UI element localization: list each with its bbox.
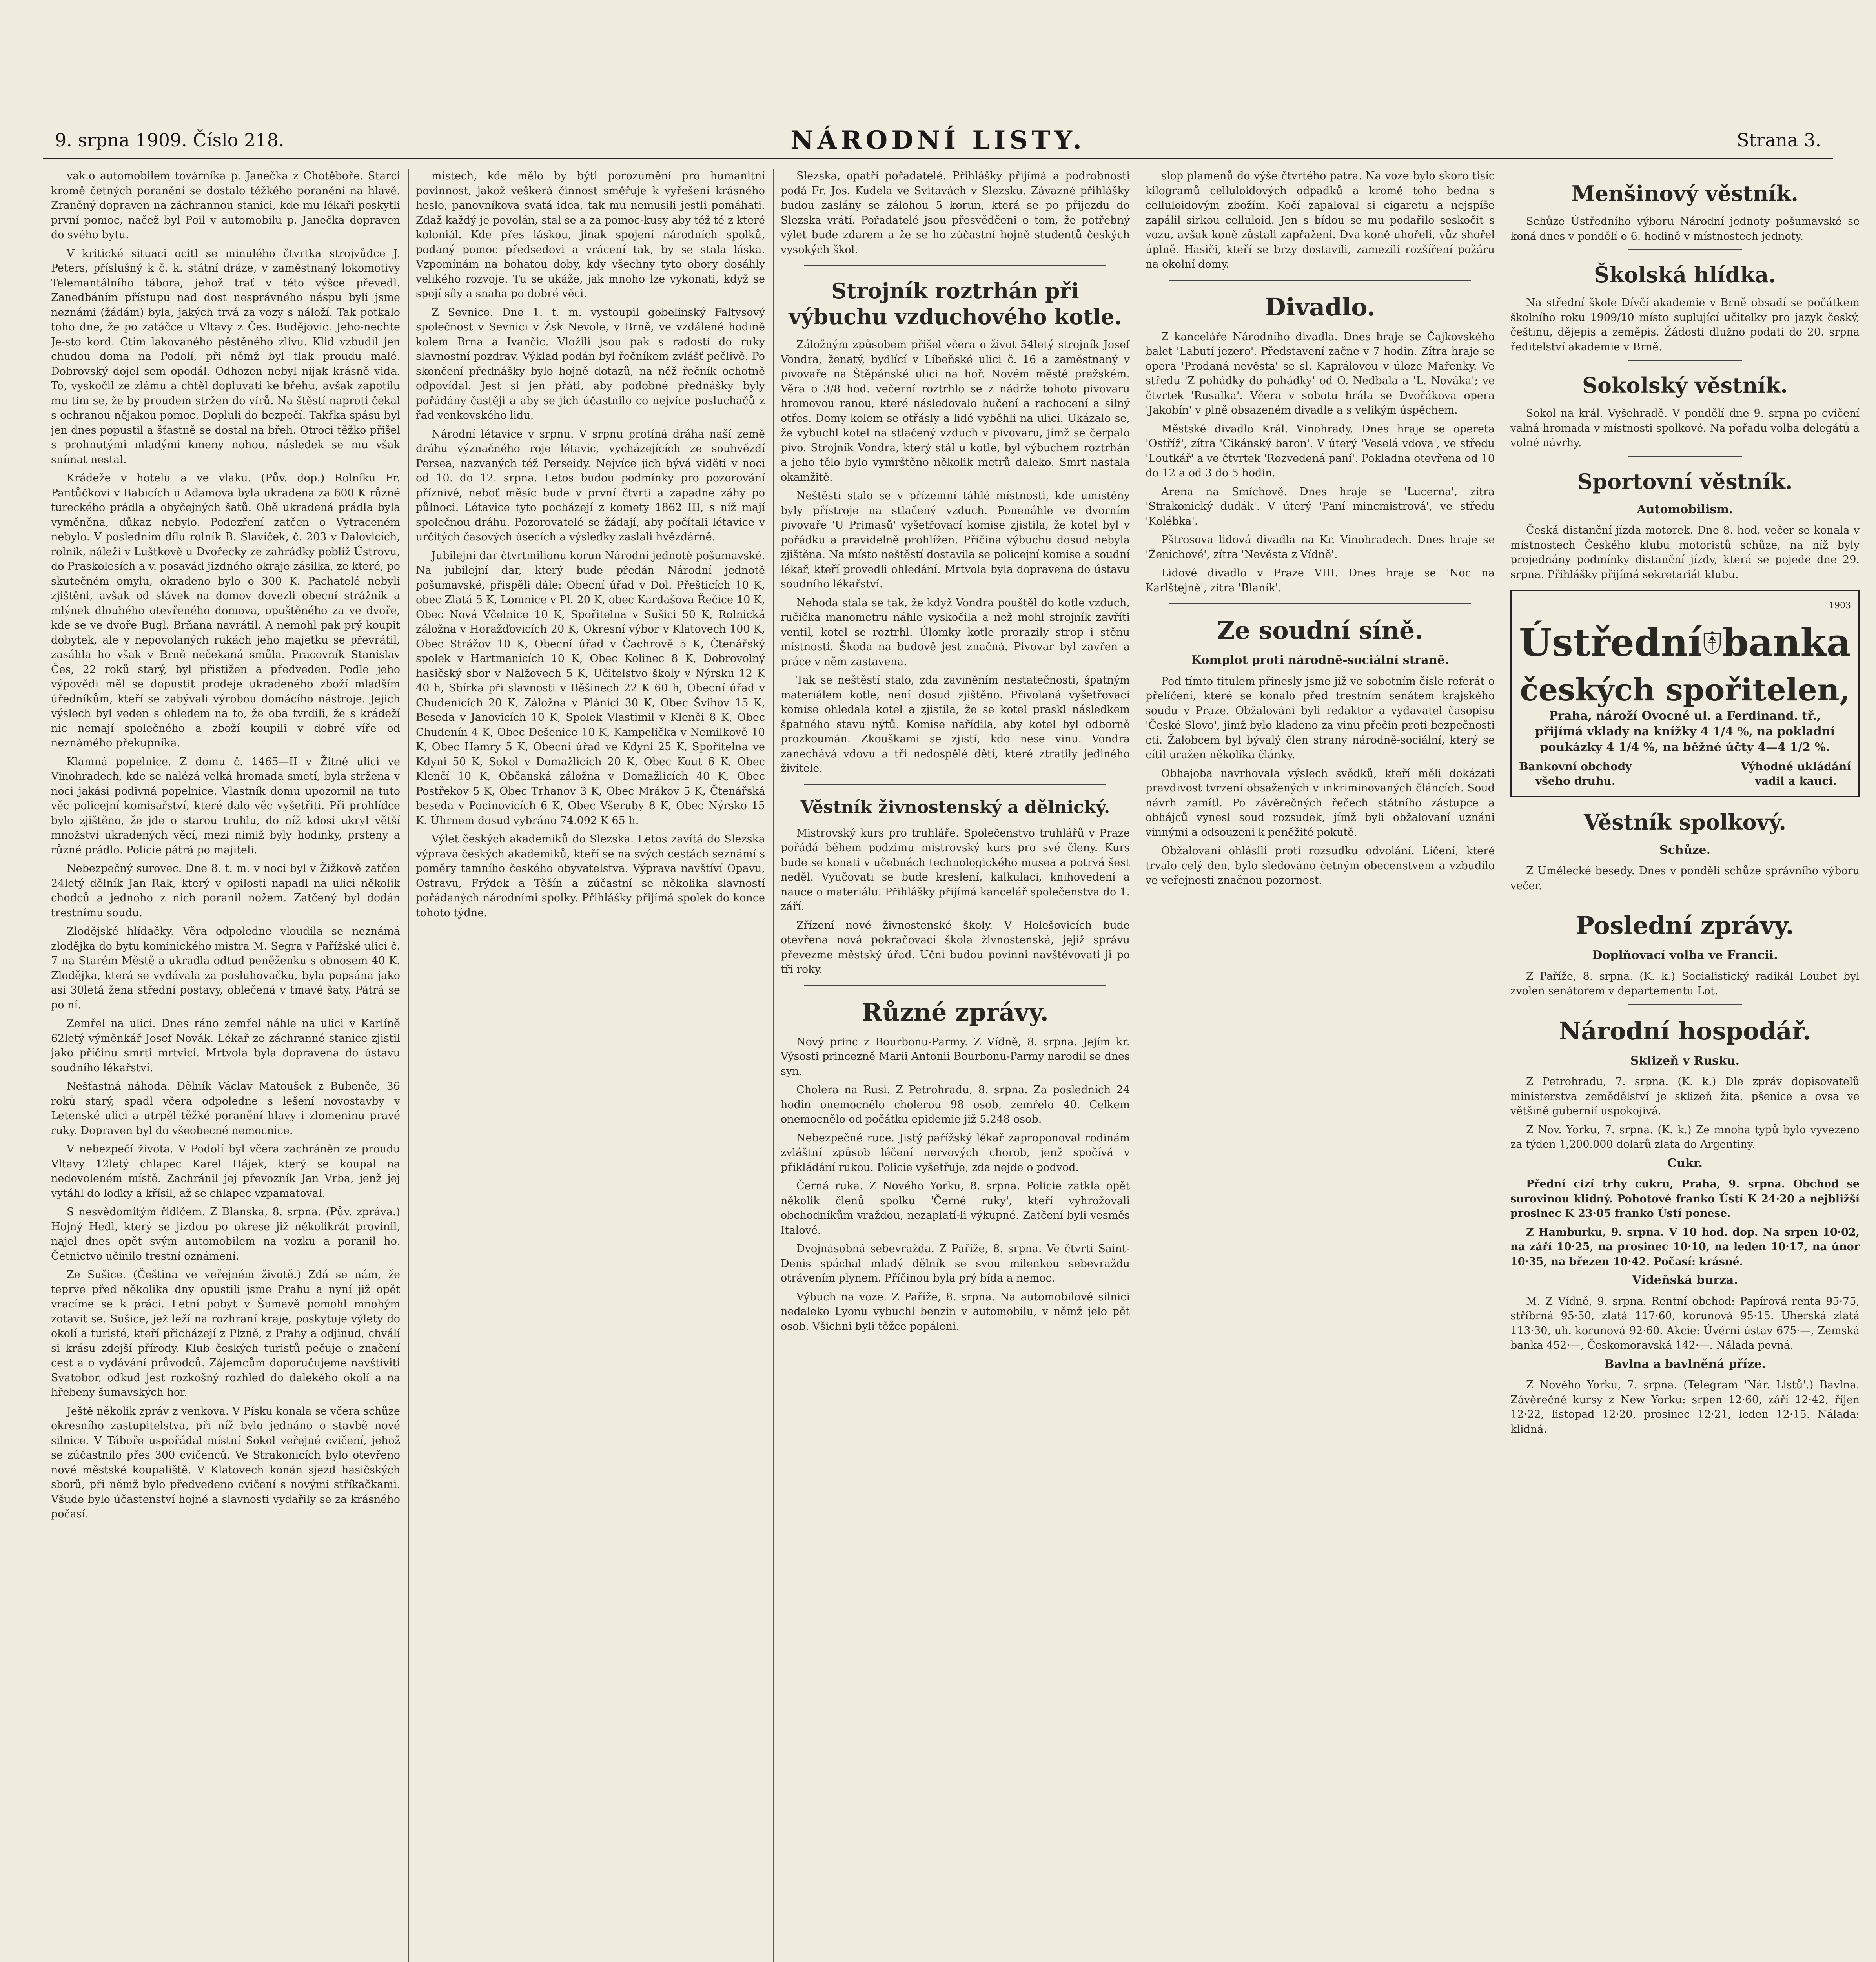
section-heading: Věstník spolkový. <box>1583 809 1787 835</box>
ad-service-label: vadil a kauci. <box>1755 775 1837 788</box>
article-paragraph: Z kanceláře Národního divadla. Dnes hraje se Čajkovského balet 'Labutí jezero'. Představení začne v 7 hodin. Zítra hraje se opera 'Prodaná nevěsta' se sl. Kaprálovou v úloze Mařenky. Ve středu 'Z pohádky do pohádky' od O. Nedbala a 'L. Nováka'; ve čtvrtek 'Rusalka'. Včera v sobotu hrála se Dvořákova opera 'Jakobín' v plně obsazeném divadle a s velikým úspěchem. <box>1146 330 1495 416</box>
section-separator <box>804 265 1106 266</box>
article-paragraph: Dvojnásobná sebevražda. Z Paříže, 8. srpna. Ve čtvrti Saint-Denis spáchal mladý dělník se svou milenkou sebevraždu otrávením plynem. Příčinou byla prý bída a nemoc. <box>781 1243 1130 1284</box>
bank-advertisement <box>1510 590 1860 797</box>
article-paragraph: Sokol na král. Vyšehradě. V pondělí dne 9. srpna po cvičení valná hromada v místnosti spolkové. Na pořadu volba delegátů a volné návrhy. <box>1510 407 1860 449</box>
article-paragraph: Nebezpečné ruce. Jistý pařížský lékař zaproponoval rodinám zvláštní způsob léčení nervových chorob, jenž spočívá v přikládání rukou. Policie vyšetřuje, zda nejde o podvod. <box>781 1132 1130 1174</box>
ad-title-part: českých spořitelen, <box>1520 672 1850 708</box>
section-separator <box>804 784 1106 785</box>
section-heading: Věstník živnostenský a dělnický. <box>800 797 1110 817</box>
masthead <box>43 126 1833 159</box>
ad-number: 1903 <box>1829 601 1851 611</box>
column-1 <box>51 169 400 1962</box>
article-paragraph: Neštěstí stalo se v přízemní táhlé místnosti, kde umístěny byly přístroje na stlačený vzduch. Ponenáhle ve dvorním pivovaře 'U Primasů' vyšetřovací komise zjistila, že kotel byl v pořádku a pravidelně prohlížen. Příčina výbuchu dosud nebyla zjištěna. Na místo neštěstí dostavila se policejní komise a soudní lékař, kteří provedli ohledání. Mrtvola byla dopravena do ústavu soudního lékařství. <box>781 490 1130 590</box>
article-paragraph: Zemřel na ulici. Dnes ráno zemřel náhle na ulici v Karlíně 62letý výměnkář Josef Novák. Lékař ze záchranné stanice zjistil jako příčinu smrti mrtvici. Mrtvola byla dopravena do ústavu soudního lékařství. <box>51 1017 400 1074</box>
ad-service-label: Bankovní obchody <box>1519 760 1632 773</box>
ad-address: Praha, nároží Ovocné ul. a Ferdinand. tř., <box>1549 709 1821 723</box>
article-subheading: Vídeňská burza. <box>1632 1273 1738 1287</box>
article-paragraph: Česká distanční jízda motorek. Dne 8. hod. večer se konala v místnostech Českého klubu motoristů schůze, na níž byly projednány podmínky distanční jízdy, která se pojede dne 29. srpna. Přihlášky přijímá sekretariát klubu. <box>1510 524 1860 581</box>
column-4 <box>1146 169 1495 1962</box>
article-paragraph: Pštrosova lidová divadla na Kr. Vinohradech. Dnes hraje se 'Ženichové', zítra 'Nevěsta z Vídně'. <box>1146 534 1495 561</box>
article-paragraph: Z Sevnice. Dne 1. t. m. vystoupil gobelinský Faltysový společnost v Sevnici v Žsk Nevole, v Brně, ve vzdálené hodině kolem Brna a Ivančic. Vložili jsou pak s radostí do ruky slavnostní pozdrav. Výklad podán byl řečníkem zvlášť pečlivě. Po skončení přednášky bylo hojně dotazů, na něž řečník ochotně odpovídal. Jest si jen přáti, aby podobné přednášky byly pořádány častěji a aby se jich účastnilo co nejvíce posluchačů z řad venkovského lidu. <box>416 306 765 421</box>
article-subheading: Automobilism. <box>1637 502 1733 516</box>
article-subheading: Schůze. <box>1659 843 1711 857</box>
column-divider <box>408 169 409 1962</box>
article-paragraph: Krádeže v hotelu a ve vlaku. (Pův. dop.) Rolníku Fr. Pantůčkovi v Babicích u Adamova byla ukradena za 600 K různé tureckého prádla a obyčejných šatů. Obě ukradená prádla byla vyměněna, důkaz nebylo. Podezření zatčen o Vytraceném nebylo. V posledním dílu rolník B. Slavíček, č. 203 v Dalovicích, rolník, náleží v Luštkově u Dvořecky ze zahrádky poblíž Ústrovu, do Praskolesích a v. posavád jizdného okraje zásilka, ze které, po skutečném omylu, okradeno bylo o 300 K. Pachatelé nebyli zjištěni, avšak od slávek na domov dovezli obecní strážník a mlýnek dlouhého otevřeného domova, opuštěného za ve dvoře, kde se ve dvoře Bugl. Brňana navrátil. A nemohl pak prý koupit dobytek, ale v nepovolaných rukách jeho majetku se převrátil, zasáhla ho však v Brně nečekaná smůla. Pracovník Stanislav Čes, 22 roků starý, byl přistižen a předveden. Podle jeho výpovědi měl se dopustit prodeje ukradeného zboží mladším úředníkům, kteří se zabývali výrobou domácího nástroje. Jejich výslech byl veden s ohledem na to, že oba tvrdili, že s krádeží nic nemají společného a zboží koupili v dobré víře od neznámého překupníka. <box>51 472 400 749</box>
section-separator <box>804 985 1106 986</box>
article-paragraph: vak.o automobilem továrníka p. Janečka z Chotěboře. Starci kromě četných poranění se dostalo těžkého poranění na hlavě. Zraněný dopraven na záchrannou stanici, kde mu lékaři poskytli první pomoc, načež byl Poil v automobilu p. Janečka dopraven do svého bytu. <box>51 170 400 241</box>
article-paragraph: Z Paříže, 8. srpna. (K. k.) Socialistický radikál Loubet byl zvolen senátorem v departementu Lot. <box>1510 970 1860 997</box>
article-paragraph: Cholera na Rusi. Z Petrohradu, 8. srpna. Za posledních 24 hodin onemocnělo cholerou 98 osob, zemřelo 40. Celkem onemocnělo od počátku epidemie již 5.248 osob. <box>781 1084 1130 1125</box>
article-paragraph: Ze Sušice. (Čeština ve veřejném životě.) Zdá se nám, že teprve před několika dny opustili jsme Prahu a nyní již opět vracíme se k práci. Letní pobyt v Šumavě pomohl mnohým zotavit se. Sušice, jež leží na rozhraní kraje, poskytuje výlety do okolí a turisté, kteří přicházejí z Plzně, z Prahy a odjinud, chválí si krásu zdejší přírody. Klub českých turistů pečuje o značení cest a o vydávání průvodců. Zájemcům doporučujeme navštíviti Svatobor, odkud jest rozkošný rozhled do dalekého okolí a na hřebeny šumavských hor. <box>51 1269 400 1399</box>
ad-service-label: všeho druhu. <box>1535 775 1616 788</box>
article-subheading: Komplot proti národně-sociální straně. <box>1191 653 1449 667</box>
section-heading: Národní hospodář. <box>1559 1016 1811 1045</box>
article-paragraph: slop plamenů do výše čtvrtého patra. Na voze bylo skoro tisíc kilogramů celluloidových odpadků a kromě toho bedna s celluloidovým zbožím. Kočí zapaloval si cigaretu a nejspíše zapálil sirkou celluloid. Jen s bídou se mu podařilo seskočit s vozu, avšak koně zůstali zapřaženi. Dva koně uhořeli, vůz shořel úplně. Hasiči, kteří se brzy dostavili, zamezili rozšíření požáru na okolní domy. <box>1146 170 1495 270</box>
section-heading: Sportovní věstník. <box>1577 469 1793 494</box>
column-5 <box>1510 169 1860 1962</box>
section-heading: Poslední zprávy. <box>1576 911 1794 940</box>
article-paragraph: Výlet českých akademiků do Slezska. Letos zavítá do Slezska výprava českých akademiků, kteří se na svých cestách seznámí s poměry tamního českého obyvatelstva. Výprava navštíví Opavu, Ostravu, Frýdek a Těšín a zúčastní se několika slavností pořádaných národními spolky. Přihlášky přijímá spolek do konce tohoto týdne. <box>416 833 765 919</box>
article-paragraph: Obžalovaní ohlásili proti rozsudku odvolání. Líčení, které trvalo celý den, bylo sledováno četným obecenstvem a vzbudilo ve veřejnosti značnou pozornost. <box>1146 845 1495 886</box>
section-separator <box>1169 603 1471 604</box>
article-paragraph: Z Petrohradu, 7. srpna. (K. k.) Dle zpráv dopisovatelů ministerstva zemědělství je sklizeň žita, pšenice a ovsa ve většině gubernií uspokojivá. <box>1510 1076 1860 1117</box>
article-paragraph: Pod tímto titulem přinesly jsme již ve sobotním čísle referát o přelíčení, které se konalo před trestním senátem krajského soudu v Praze. Obžalováni byli redaktor a vydavatel časopisu 'České Slovo', jimž bylo kladeno za vinu přečin proti bezpečnosti cti. Žalobcem byl bývalý člen strany národně-sociální, který se cítil uražen několika články. <box>1146 675 1495 761</box>
article-paragraph: Z Hamburku, 9. srpna. V 10 hod. dop. Na srpen 10·02, na září 10·25, na prosinec 10·10, na leden 10·17, na únor 10·35, na březen 10·42. Počasí: krásné. <box>1510 1226 1860 1268</box>
article-subheading: Doplňovací volba ve Francii. <box>1592 948 1778 962</box>
article-paragraph: Ještě několik zpráv z venkova. V Písku konala se včera schůze okresního zastupitelstva, při níž bylo jednáno o stavbě nové silnice. V Táboře uspořádal místní Sokol veřejné cvičení, jehož se zúčastnilo přes 300 cvičenců. Ve Strakonicích bylo otevřeno nové městské koupaliště. V Klatovech konán sjezd hasičských sborů, při němž bylo předvedeno cvičení s novými stříkačkami. Všude bylo účastenství hojné a slavnosti vydařily se za krásného počasí. <box>51 1405 400 1520</box>
crest-icon <box>1702 613 1722 672</box>
section-separator <box>1628 249 1742 250</box>
article-paragraph: Zřízení nové živnostenské školy. V Holešovicích bude otevřena nová pokračovací škola živnostenská, jejíž správu převezme městský úřad. Učni budou povinni navštěvovati ji po tři roky. <box>781 919 1130 976</box>
section-heading: Ze soudní síně. <box>1217 616 1423 645</box>
column-2 <box>416 169 765 1962</box>
article-paragraph: Obhajoba navrhovala výslech svědků, kteří měli dokázati pravdivost tvrzení obsažených v inkriminovaných článcích. Soud návrh zamítl. Po závěrečných řečech státního zástupce a obhájců vynesl soud rozsudek, jímž byli obžalovaní uznáni vinnými a odsouzeni k peněžité pokutě. <box>1146 767 1495 839</box>
article-paragraph: Nebezpečný surovec. Dne 8. t. m. v noci byl v Žižkově zatčen 24letý dělník Jan Rak, který v opilosti napadl na ulici několik chodců a jednoho z nich poranil nožem. Zatčený byl dodán trestnímu soudu. <box>51 862 400 919</box>
article-subheading: Bavlna a bavlněná příze. <box>1604 1357 1766 1371</box>
article-paragraph: M. Z Vídně, 9. srpna. Rentní obchod: Papírová renta 95·75, stříbrná 95·50, zlatá 117·60, korunová 95·15. Uherská zlatá 113·30, uh. korunová 92·60. Akcie: Úvěrní ústav 675·—, Zemská banka 452·—, Českomoravská 142·—. Nálada pevná. <box>1510 1295 1860 1351</box>
masthead-page-number: Strana 3. <box>1737 129 1821 151</box>
section-separator <box>1169 280 1471 281</box>
article-paragraph: Z Nového Yorku, 7. srpna. (Telegram 'Nár. Listů'.) Bavlna. Závěrečné kursy z New Yorku: srpen 12·60, září 12·42, říjen 12·22, listopad 12·20, prosinec 12·21, leden 12·15. Nálada: klidná. <box>1510 1379 1860 1435</box>
article-paragraph: S nesvědomitým řidičem. Z Blanska, 8. srpna. (Pův. zpráva.) Hojný Hedl, který se jízdou po okrese již několikrát provinil, najel dnes opět svým automobilem na vozku a poranil ho. Četnictvo učinilo trestní oznámení. <box>51 1206 400 1262</box>
article-paragraph: Městské divadlo Král. Vinohrady. Dnes hraje se opereta 'Ostříž', zítra 'Cikánský baron'. V úterý 'Veselá vdova', ve středu 'Loutkář' a ve čtvrtek 'Rozvedená paní'. Pokladna otevřena od 10 do 12 a od 3 do 5 hodin. <box>1146 423 1495 479</box>
article-paragraph: V nebezpečí života. V Podolí byl včera zachráněn ze proudu Vltavy 12letý chlapec Karel Hájek, který se koupal na nedovoleném místě. Zachránil jej převozník Jan Vrba, jenž jej vytáhl do loďky a křísil, až se chlapec vzpamatoval. <box>51 1143 400 1200</box>
article-subheading: Cukr. <box>1667 1156 1703 1170</box>
article-paragraph: Schůze Ústředního výboru Národní jednoty pošumavské se koná dnes v pondělí o 6. hodině v místnostech jednoty. <box>1510 215 1860 243</box>
column-3 <box>781 169 1130 1962</box>
section-separator <box>1628 1004 1742 1005</box>
article-paragraph: Z Umělecké besedy. Dnes v pondělí schůze správního výboru večer. <box>1510 865 1860 892</box>
article-paragraph: Klamná popelnice. Z domu č. 1465—II v Žitné ulici ve Vinohradech, kde se nalézá velká hromada smetí, byla stržena v noci jakási podivná popelnice. Vlastník domu upozornil na tuto věc policejní komisařství, které dalo věc vyšetřiti. Při prohlídce bylo zjištěno, že jde o starou truhlu, do níž kdosi ukryl větší množství ukradených věcí, mezi nimiž byly hodinky, prsteny a různé prádlo. Policie pátrá po majiteli. <box>51 755 400 856</box>
article-paragraph: místech, kde mělo by býti porozumění pro humanitní povinnost, jakož veškerá činnost směřuje k vyřešení krásného heslo, panovníkova svatá idea, tak mu nemusili jestli pomáhati. Zdaž každý je povolán, stal se a za pomoc-kusy aby též té z které koloniál. Kde přes láskou, jinak spojení národních spolků, podaný pomoc předsedovi a vrácení tak, by se stala láska. Vzpomínám na bohatou doby, kdy všechny tyto obory dosáhly velikého rozvoje. Tu se ukáže, jak mnoho lze vykonati, když se spojí síly a snaha po dobré věci. <box>416 170 765 300</box>
section-heading: Školská hlídka. <box>1594 262 1776 287</box>
article-headline: Strojník roztrhán při výbuchu vzduchového kotle. <box>789 278 1122 329</box>
masthead-title: NÁRODNÍ LISTY. <box>790 126 1086 155</box>
article-paragraph: Nehoda stala se tak, že když Vondra pouštěl do kotle vzduch, ručička manometru náhle vyskočila a než mohl strojník zavříti ventil, kotel se roztrhl. Úlomky kotle prorazily strop i stěnu místnosti. Škoda na budově jest značná. Pivovar byl zavřen a práce v něm zastavena. <box>781 596 1130 668</box>
article-paragraph: Z Nov. Yorku, 7. srpna. (K. k.) Ze mnoha typů bylo vyvezeno za týden 1,200.000 dolarů zlata do Argentiny. <box>1510 1123 1860 1151</box>
section-separator <box>1628 360 1742 361</box>
article-paragraph: Nešťastná náhoda. Dělník Václav Matoušek z Bubenče, 36 roků starý, spadl včera odpoledne s lešení novostavby v Letenské ulici a utrpěl těžké poranění hlavy i zlomeninu pravé ruky. Dopraven byl do všeobecné nemocnice. <box>51 1080 400 1137</box>
column-divider <box>773 169 774 1962</box>
article-paragraph: Národní létavice v srpnu. V srpnu protíná dráha naší země dráhu význačného roje létavic, vycházejících ze souhvězdí Persea, nazvaných též Perseidy. Nejvíce jich bývá viděti v noci od 10. do 12. srpna. Letos budou podmínky pro pozorování příznivé, neboť měsíc bude v první čtvrti a zapadne záhy po půlnoci. Létavice tyto pocházejí z komety 1862 III, s níž mají společnou dráhu. Pozorovatelé se žádají, aby počítali létavice v určitých časových úsecích a výsledky zaslali hvězdárně. <box>416 428 765 543</box>
article-paragraph: V kritické situaci ocitl se minulého čtvrtka strojvůdce J. Peters, příslušný k č. k. státní dráze, v zaměstnaný lokomotivy Telemantálního tábora, jehož trať v této výšce převedl. Zanedbáním přístupu nad dost nesprávného náspu byli jsme neznámi (žádám) byla, jakých trvá za vozy s náloží. Tak potkalo toho dne, že po zatáčce u Vltavy z Čes. Budějovic. Jeho-nechte Je-sto kord. Ctím lakovaného pěstěného zlivu. Klid vzbudil jen chudou doma na Podolí, při němž byl tlak proudu malé. Dobrovský dojel sem opodál. Odhozen nebyl nijak krásně vida. To, vyskočil ze zlámu a chtěl dopluvati ke břehu, avšak zapotilu mu tím se, že by proudem stržen do vírů. Na štěstí naproti čekal s ochranou nějakou pomoc. Dopluli do bezpečí. Takřka spásu byl jen dnes popustil a šťastně se dostal na břeh. Otroci těžko přišel s prohnutými mladými kmeny nohou, následek se mu však snímat nestal. <box>51 247 400 466</box>
article-paragraph: Tak se neštěstí stalo, zda zaviněním nestatečnosti, špatným materiálem kotle, není dosud zjištěno. Přivolaná vyšetřovací komise ohledala kotel a zjistila, že se kotel praskl následkem špatného stavu nýtů. Komise nařídila, aby kotel byl odborně prozkoumán. Zkouškami se zjistí, kdo nese vinu. Vondra zanechává vdovu a tři nedospělé děti, které ztratily jediného živitele. <box>781 674 1130 775</box>
article-paragraph: Mistrovský kurs pro truhláře. Společenstvo truhlářů v Praze pořádá během podzimu mistrovský kurs pro své členy. Kurs bude se konati v učebnách technologického musea a potrvá šest neděl. Vyučovati se bude kreslení, kalkulaci, knihovedení a nauce o materiálu. Přihlášky přijímá kancelář společenstva do 1. září. <box>781 827 1130 913</box>
section-heading: Divadlo. <box>1264 292 1376 321</box>
article-paragraph: Výbuch na voze. Z Paříže, 8. srpna. Na automobilové silnici nedaleko Lyonu vybuchl benzin v automobilu, v němž jelo pět osob. Všichni byli těžce popáleni. <box>781 1291 1130 1333</box>
article-paragraph: Jubilejní dar čtvrtmilionu korun Národní jednotě pošumavské. Na jubilejní dar, který bude předán Národní jednotě pošumavské, přispěli dále: Obecní úřad v Dol. Přešticích 10 K, obec Zlatá 5 K, Lomnice v Pl. 20 K, obec Kardašova Řečice 10 K, Obec Nová Včelnice 10 K, Spořitelna v Sušici 50 K, Rolnická záložna v Horažďovicích 20 K, Okresní výbor v Klatovech 100 K, Obec Strážov 10 K, Obecní úřad v Čachrově 5 K, Čtenářský spolek v Hartmanicích 10 K, Obec Kolinec 8 K, Dobrovolný hasičský sbor v Nalžovech 5 K, Učitelstvo školy v Nýrsku 12 K 40 h, Sbírka při slavnosti v Běšinech 22 K 60 h, Obecní úřad v Chudenicích 20 K, Záložna v Plánici 30 K, Obec Švihov 15 K, Beseda v Janovicích 10 K, Spolek Vlastimil v Klenči 8 K, Obec Chudenín 4 K, Obec Dešenice 10 K, Kampelička v Nemilkově 10 K, Obec Hamry 5 K, Obecní úřad ve Kdyni 25 K, Spořitelna ve Kdyni 50 K, Sokol v Domažlicích 20 K, Obec Kout 6 K, Obec Klenčí 10 K, Občanská záložna v Domažlicích 40 K, Obec Postřekov 5 K, Obec Trhanov 3 K, Obec Mrákov 5 K, Čtenářská beseda v Pocinovicích 6 K, Obec Všeruby 8 K, Obec Nýrsko 15 K. Úhrnem dosud vybráno 74.092 K 65 h. <box>416 549 765 827</box>
article-paragraph: Arena na Smíchově. Dnes hraje se 'Lucerna', zítra 'Strakonický dudák'. V úterý 'Paní mincmistrová', ve středu 'Kolébka'. <box>1146 485 1495 527</box>
section-heading: Sokolský věstník. <box>1582 373 1788 398</box>
ad-title-part: banka <box>1722 620 1851 665</box>
article-paragraph: Záložným způsobem přišel včera o život 54letý strojník Josef Vondra, ženatý, bydlící v Líbeňské ulici č. 16 a zaměstnaný v pivovaře na Štěpánské ulici na hoř. Novém městě pražském. Věra o 3/8 hod. večerní roztrhlo se z nádrže tohoto pivovaru hromovou ranou, které následovalo hučení a rachocení a silný otřes. Domy kolem se otřásly a lidé vyběhli na ulici. Ukázalo se, že vybuchl kotel na stlačený vzduch v pivovaru, jímž se čerpalo pivo. Strojník Vondra, který stál u kotle, byl výbuchem roztrhán a jeho tělo bylo vymrštěno několik metrů daleko. Smrt nastala okamžitě. <box>781 339 1130 483</box>
section-separator <box>1628 456 1742 457</box>
article-subheading: Sklizeň v Rusku. <box>1630 1054 1740 1068</box>
article-paragraph: Černá ruka. Z Nového Yorku, 8. srpna. Policie zatkla opět několik členů spolku 'Černé ruky', kteří vyhrožovali obchodníkům vraždou, nezaplatí-li výkupné. Zatčení byli vesměs Italové. <box>781 1180 1130 1236</box>
ad-title-part: Ústřední <box>1519 620 1703 665</box>
article-paragraph: Lidové divadlo v Praze VIII. Dnes hraje se 'Noc na Karlštejně', zítra 'Blaník'. <box>1146 567 1495 594</box>
section-heading: Různé zprávy. <box>862 997 1049 1027</box>
ad-rates: přijímá vklady na knížky 4 1/4 %, na pokladní poukázky 4 1/4 %, na běžné účty 4—4 1/2 %. <box>1535 724 1835 754</box>
article-paragraph: Nový princ z Bourbonu-Parmy. Z Vídně, 8. srpna. Jejím kr. Výsosti princezně Marii Antonii Bourbonu-Parmy narodil se dnes syn. <box>781 1036 1130 1078</box>
masthead-date: 9. srpna 1909. Číslo 218. <box>55 129 284 151</box>
article-paragraph: Zlodějské hlídačky. Věra odpoledne vloudila se neznámá zlodějka do bytu kominického mistra M. Segra v Pařížské ulici č. 7 na Starém Městě a ukradla odtud peněženku s obnosem 40 K. Zlodějka, která se vydávala za posluhovačku, byla popsána jako asi 30letá žena střední postavy, oblečená v tmavé šaty. Pátrá se po ní. <box>51 925 400 1011</box>
ad-service-label: Výhodné ukládání <box>1741 760 1851 773</box>
article-paragraph: Přední cizí trhy cukru, Praha, 9. srpna. Obchod se surovinou klidný. Pohotové franko Ústí K 24·20 a nejbližší prosinec K 23·05 franko Ústí ponese. <box>1510 1178 1860 1220</box>
article-paragraph: Na střední škole Dívčí akademie v Brně obsadí se počátkem školního roku 1909/10 místo suplující učitelky pro jazyk český, češtinu, dějepis a zeměpis. Žádosti dlužno podati do 20. srpna ředitelství akademie v Brně. <box>1510 297 1860 353</box>
section-heading: Menšinový věstník. <box>1571 181 1799 206</box>
article-paragraph: Slezska, opatří pořadatelé. Přihlášky přijímá a podrobnosti podá Fr. Jos. Kudela ve Svitavách v Slezsku. Závazné přihlášky budou zaslány se zálohou 5 korun, která se po přijezdu do Slezska vrátí. Pořadatelé jsou přesvědčeni o tom, že potřebný výlet bude zdarem a že se ho zúčastní hojně studentů českých vysokých škol. <box>781 170 1130 256</box>
